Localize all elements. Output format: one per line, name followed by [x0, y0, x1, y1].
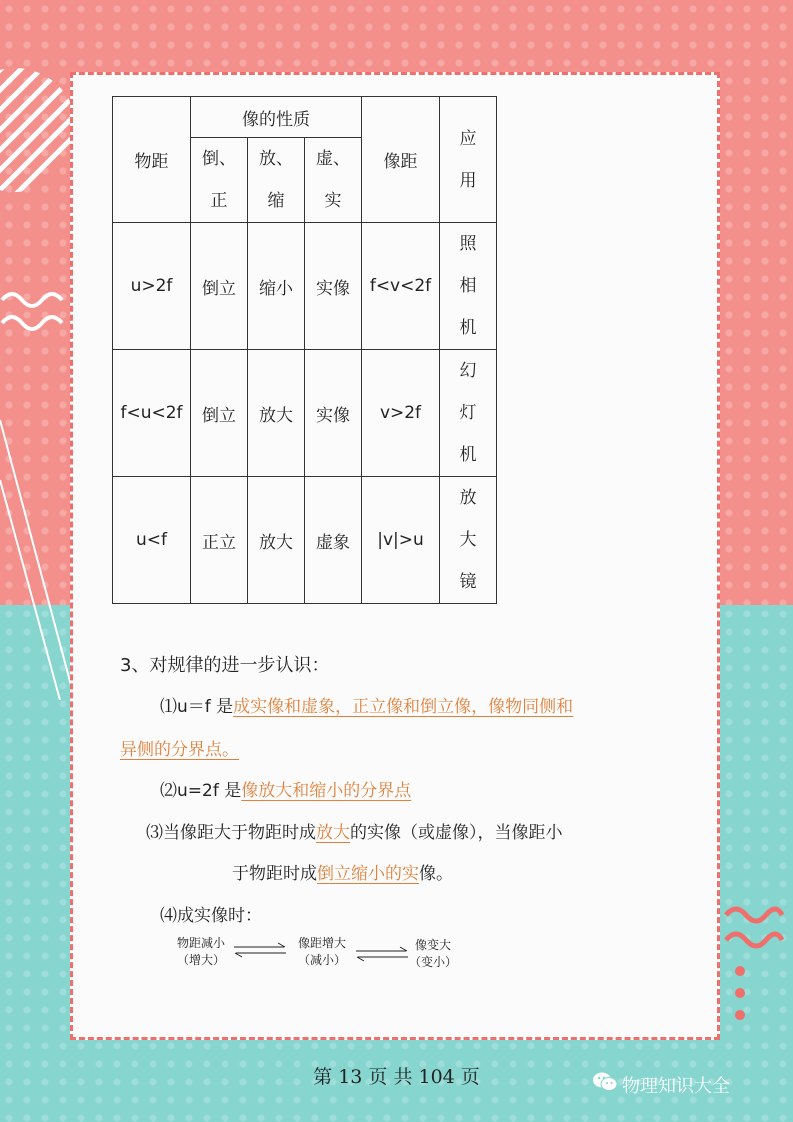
diagram-image-size	[408, 936, 458, 970]
header-virtual-real	[305, 138, 362, 223]
paragraph-3-line-2	[232, 859, 453, 884]
application-char: 灯	[459, 403, 477, 423]
application-char: 幻	[459, 361, 477, 381]
diagram-image-distance	[288, 934, 356, 968]
cell-size: 放大	[248, 477, 305, 604]
header-char: 正	[210, 191, 228, 211]
header-application	[440, 97, 497, 223]
diagram-object-distance	[166, 934, 236, 968]
decorative-dots-right	[732, 965, 752, 1035]
cell-image-type: 虚象	[305, 477, 362, 604]
paragraph-1-prefix: ⑴u＝f 是	[160, 697, 234, 717]
cell-image-type: 实像	[305, 350, 362, 477]
cell-image-distance: v>2f	[362, 350, 440, 477]
paragraph-2-prefix: ⑵u=2f 是	[160, 781, 242, 801]
cell-application	[440, 350, 497, 477]
paragraph-3-text-c: 于物距时成	[232, 864, 317, 884]
lens-imaging-table	[112, 96, 497, 604]
header-object-distance: 物距	[113, 97, 191, 223]
paragraph-3-text-b: 的实像（或虚像），当像距小	[350, 823, 563, 843]
cell-object-distance: u>2f	[113, 223, 191, 350]
header-char: 虚、	[316, 149, 350, 169]
diagram-sublabel: （变小）	[408, 955, 457, 969]
cell-size: 放大	[248, 350, 305, 477]
application-char: 大	[459, 530, 477, 550]
header-image-properties: 像的性质	[191, 97, 362, 138]
header-inverted-upright	[191, 138, 248, 223]
paragraph-2	[160, 776, 411, 801]
header-char: 实	[324, 191, 342, 211]
paragraph-3-text-a: ⑶当像距大于物距时成	[146, 823, 316, 843]
brand-name: 物理知识大全	[622, 1076, 730, 1097]
paragraph-2-highlight: 像放大和缩小的分界点	[241, 781, 412, 801]
section-heading: 3、对规律的进一步认识：	[120, 655, 330, 676]
paragraph-4: ⑷成实像时：	[160, 906, 262, 926]
double-arrow-icon	[354, 946, 410, 962]
cell-orientation: 倒立	[191, 350, 248, 477]
application-char: 机	[459, 318, 477, 338]
paragraph-3-text-d: 像。	[419, 864, 453, 884]
page-number: 第 13 页 共 104 页	[313, 1066, 480, 1088]
cell-orientation: 正立	[191, 477, 248, 604]
header-application-char: 用	[459, 170, 477, 191]
paragraph-1-highlight-a: 成实像和虚象，正立像和倒立像，像物同侧和	[233, 697, 574, 717]
cell-application	[440, 477, 497, 604]
header-char: 倒、	[202, 149, 236, 169]
diagram-sublabel: （增大）	[176, 953, 225, 967]
cell-application	[440, 223, 497, 350]
paragraph-1-line-2	[120, 735, 239, 760]
cell-image-distance: |v|>u	[362, 477, 440, 604]
diagram-sublabel: （减小）	[297, 953, 346, 967]
cell-object-distance: u<f	[113, 477, 191, 604]
application-char: 照	[459, 234, 477, 254]
cell-size: 缩小	[248, 223, 305, 350]
decorative-wave-right	[724, 900, 784, 960]
decorative-wave-left	[0, 285, 70, 345]
cell-object-distance: f<u<2f	[113, 350, 191, 477]
application-char: 相	[459, 276, 477, 296]
header-magnified-reduced	[248, 138, 305, 223]
double-arrow-icon	[232, 942, 288, 958]
diagram-label: 像变大	[414, 938, 451, 952]
header-char: 放、	[259, 149, 293, 169]
application-char: 机	[459, 445, 477, 465]
cell-image-type: 实像	[305, 223, 362, 350]
table-row	[113, 350, 497, 477]
table-row	[113, 477, 497, 604]
decorative-diagonal-lines	[0, 400, 80, 700]
paragraph-1-highlight-b: 异侧的分界点。	[120, 740, 239, 760]
cell-orientation: 倒立	[191, 223, 248, 350]
paragraph-3-highlight-b: 倒立缩小的实	[317, 864, 419, 884]
header-image-distance: 像距	[362, 97, 440, 223]
diagram-label: 物距减小	[176, 936, 225, 950]
application-char: 放	[459, 488, 477, 508]
diagram-label: 像距增大	[297, 936, 346, 950]
header-application-char: 应	[459, 128, 477, 149]
cell-image-distance: f<v<2f	[362, 223, 440, 350]
paragraph-3-line-1	[146, 818, 563, 843]
table-row	[113, 223, 497, 350]
header-char: 缩	[267, 191, 285, 211]
paragraph-1-line-1	[160, 692, 573, 717]
application-char: 镜	[459, 572, 477, 592]
paragraph-3-highlight-a: 放大	[316, 823, 350, 843]
wechat-icon	[592, 1070, 618, 1094]
